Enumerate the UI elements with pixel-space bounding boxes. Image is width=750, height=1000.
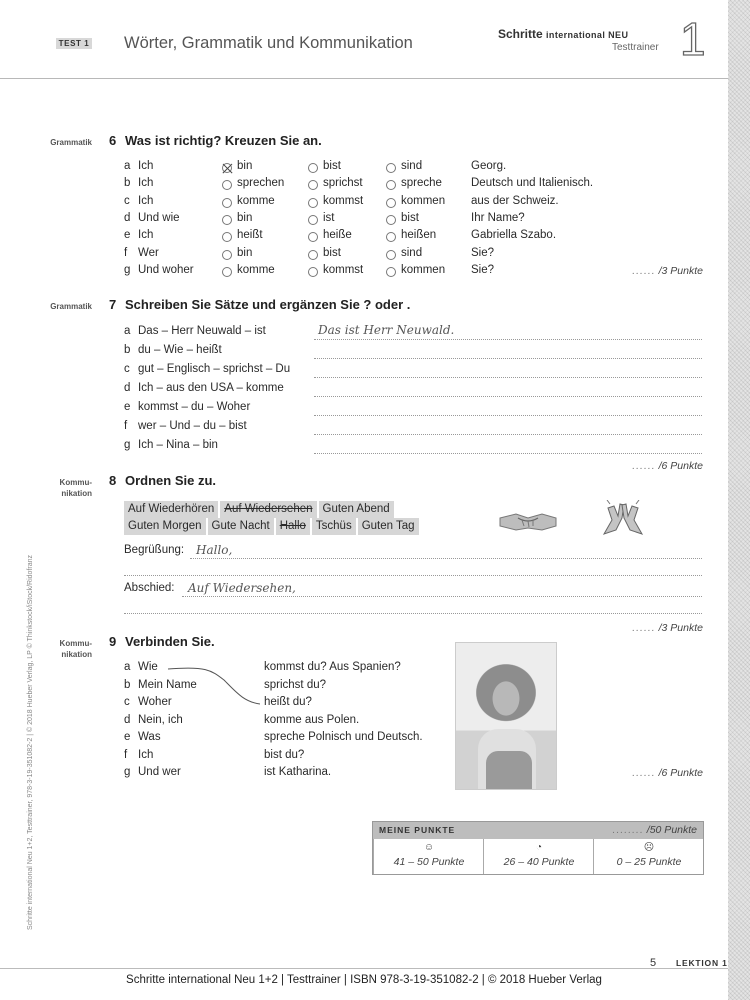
match-right[interactable]: sprichst du? (264, 679, 327, 691)
radio-option[interactable] (222, 215, 232, 225)
row-letter: c (124, 696, 130, 708)
radio-option[interactable] (308, 198, 318, 208)
answer-line[interactable] (314, 415, 702, 416)
row-ending: Ihr Name? (471, 212, 525, 224)
task-title: 6 Was ist richtig? Kreuzen Sie an. (109, 133, 322, 148)
choice-row (124, 177, 624, 193)
lesson-label: LEKTION 1 (676, 958, 728, 968)
row-letter: g (124, 264, 131, 276)
word-chip[interactable]: Guten Tag (358, 518, 419, 535)
option-label: bin (237, 212, 253, 224)
category-label: Grammatik (50, 138, 92, 147)
match-right[interactable]: komme aus Polen. (264, 714, 360, 726)
points-label: ...... /6 Punkte (632, 460, 703, 472)
choice-row (124, 264, 624, 280)
page-number: 5 (650, 957, 657, 969)
match-left-text: Wie (138, 661, 158, 673)
row-letter: e (124, 229, 131, 241)
prompt-text: wer – Und – du – bist (138, 420, 247, 432)
match-left-text: Was (138, 731, 161, 743)
radio-option[interactable] (308, 180, 318, 190)
score-range-mid: ◔ 26 – 40 Punkte (483, 839, 594, 874)
option-label: heißt (237, 229, 263, 241)
prompt-text: gut – Englisch – sprichst – Du (138, 363, 291, 375)
radio-option[interactable] (386, 215, 396, 225)
radio-option[interactable] (386, 267, 396, 277)
word-box-row (124, 516, 421, 535)
row-subject: Und woher (138, 264, 194, 276)
row-letter: a (124, 325, 131, 337)
happy-face-icon: ☺ (423, 842, 435, 853)
radio-option[interactable] (308, 250, 318, 260)
option-label: komme (237, 195, 275, 207)
row-subject: Ich (138, 229, 154, 241)
option-label: bist (323, 160, 341, 172)
match-left[interactable] (124, 749, 153, 761)
row-letter: a (124, 160, 131, 172)
answer-line[interactable] (314, 396, 702, 397)
brand-title: Schritte international NEU (498, 27, 629, 41)
option-label: heiße (323, 229, 352, 241)
sentence-prompt (124, 363, 290, 375)
row-letter: b (124, 344, 131, 356)
lesson-number: 1 (680, 13, 706, 65)
match-right[interactable]: kommst du? Aus Spanien? (264, 661, 401, 673)
radio-option[interactable] (222, 163, 232, 173)
radio-option[interactable] (308, 163, 318, 173)
radio-option[interactable] (308, 267, 318, 277)
sentence-prompt (124, 401, 250, 413)
radio-option[interactable] (222, 232, 232, 242)
radio-option[interactable] (386, 250, 396, 260)
connecting-line (166, 664, 266, 710)
answer-line[interactable] (314, 377, 702, 378)
greeting-answer[interactable]: Hallo, (196, 543, 233, 557)
option-label: sind (401, 160, 423, 172)
match-left-text: Mein Name (138, 679, 197, 691)
radio-option[interactable] (386, 232, 396, 242)
match-left-text: Ich (138, 749, 154, 761)
waving-hands-icon (598, 500, 648, 538)
word-chip[interactable]: Tschüs (312, 518, 356, 535)
score-title: MEINE PUNKTE (379, 825, 456, 835)
greeting-label: Begrüßung: (124, 544, 185, 556)
sentence-prompt (124, 344, 222, 356)
option-label: heißen (401, 229, 437, 241)
option-label: spreche (401, 177, 442, 189)
row-letter: a (124, 661, 131, 673)
task-title: 9 Verbinden Sie. (109, 634, 215, 649)
word-chip[interactable]: Guten Morgen (124, 518, 206, 535)
radio-option[interactable] (386, 198, 396, 208)
row-ending: Deutsch und Italienisch. (471, 177, 594, 189)
word-chip[interactable]: Hallo (276, 518, 310, 535)
points-label: ...... /3 Punkte (632, 265, 703, 277)
row-letter: c (124, 195, 130, 207)
row-letter: e (124, 401, 131, 413)
task-title: 8 Ordnen Sie zu. (109, 473, 217, 488)
row-letter: g (124, 766, 131, 778)
prompt-text: kommst – du – Woher (138, 401, 251, 413)
row-subject: Und wie (138, 212, 180, 224)
row-letter: e (124, 731, 131, 743)
row-ending: Sie? (471, 247, 495, 259)
header-divider (0, 78, 728, 79)
sentence-prompt (124, 439, 218, 451)
row-letter: d (124, 714, 131, 726)
page-title: Wörter, Grammatik und Kommunikation (124, 34, 413, 52)
row-letter: f (124, 420, 128, 432)
radio-option[interactable] (222, 250, 232, 260)
decorative-side-strip (728, 0, 750, 1000)
prompt-text: Ich – aus den USA – komme (138, 382, 284, 394)
score-range-high: ☺ 41 – 50 Punkte (373, 839, 484, 874)
option-label: sind (401, 247, 423, 259)
option-label: kommst (323, 195, 364, 207)
answer-line (182, 596, 702, 597)
option-label: kommen (401, 195, 446, 207)
handshake-icon (498, 504, 558, 538)
radio-option[interactable] (222, 267, 232, 277)
answer-line (190, 558, 702, 559)
option-label: kommen (401, 264, 446, 276)
word-chip[interactable]: Gute Nacht (208, 518, 274, 535)
row-ending: Georg. (471, 160, 507, 172)
match-left[interactable] (124, 661, 158, 673)
word-chip[interactable]: Auf Wiedersehen (220, 501, 316, 518)
prompt-text: Ich – Nina – bin (138, 439, 218, 451)
row-subject: Ich (138, 195, 154, 207)
answer-line[interactable] (314, 339, 702, 340)
answer-line (124, 613, 702, 614)
match-right[interactable]: heißt du? (264, 696, 312, 708)
match-left-text: Nein, ich (138, 714, 183, 726)
match-right[interactable]: bist du? (264, 749, 305, 761)
neutral-face-icon: ◔ (535, 842, 543, 853)
sad-face-icon: ☹ (643, 842, 655, 853)
option-label: sprichst (323, 177, 363, 189)
category-label: Kommu- nikation (59, 478, 92, 498)
radio-option[interactable] (386, 180, 396, 190)
row-letter: f (124, 247, 128, 259)
radio-option[interactable] (386, 163, 396, 173)
farewell-label: Abschied: (124, 582, 175, 594)
farewell-answer[interactable]: Auf Wiedersehen, (188, 581, 296, 595)
row-subject: Ich (138, 177, 154, 189)
sentence-prompt (124, 420, 247, 432)
choice-row (124, 195, 624, 211)
option-label: ist (323, 212, 335, 224)
option-label: kommst (323, 264, 364, 276)
match-right[interactable]: spreche Polnisch und Deutsch. (264, 731, 423, 743)
choice-row (124, 212, 624, 228)
row-subject: Ich (138, 160, 154, 172)
word-chip[interactable]: Auf Wiederhören (124, 501, 218, 518)
choice-row (124, 229, 624, 245)
footer-text: Schritte international Neu 1+2 | Testtrainer | ISBN 978-3-19-351082-2 | © 2018 Hueber Verlag (126, 974, 602, 986)
option-label: komme (237, 264, 275, 276)
word-chip[interactable]: Guten Abend (319, 501, 394, 518)
score-total: ........ /50 Punkte (612, 824, 697, 836)
match-left[interactable] (124, 696, 172, 708)
score-range-low: ☹ 0 – 25 Punkte (593, 839, 704, 874)
match-left-text: Und wer (138, 766, 181, 778)
handwritten-answer: Das ist Herr Neuwald. (318, 323, 455, 337)
answer-line[interactable] (314, 358, 702, 359)
answer-line[interactable] (314, 453, 702, 454)
match-left-text: Woher (138, 696, 172, 708)
match-left[interactable] (124, 714, 183, 726)
sentence-prompt (124, 325, 266, 337)
row-letter: d (124, 382, 131, 394)
row-ending: Sie? (471, 264, 495, 276)
option-label: sprechen (237, 177, 285, 189)
footer-divider (0, 968, 728, 969)
prompt-text: du – Wie – heißt (138, 344, 222, 356)
match-right[interactable]: ist Katharina. (264, 766, 332, 778)
answer-line (124, 575, 702, 576)
row-letter: g (124, 439, 131, 451)
option-label: bist (323, 247, 341, 259)
match-left[interactable] (124, 731, 161, 743)
vertical-copyright: Schritte international Neu 1+2, Testtrainer, 978-3-19-351082-2 | © 2018 Hueber Verlag, LP © Thinkstock/iStock/Ridofranz (27, 555, 34, 930)
row-ending: aus der Schweiz. (471, 195, 559, 207)
score-box (372, 821, 704, 875)
row-letter: b (124, 679, 131, 691)
brand-subtitle: Testtrainer (612, 42, 659, 53)
prompt-text: Das – Herr Neuwald – ist (138, 325, 266, 337)
test-badge: TEST 1 (56, 38, 92, 49)
radio-option[interactable] (308, 232, 318, 242)
row-letter: b (124, 177, 131, 189)
category-label: Kommu- nikation (59, 639, 92, 659)
row-letter: f (124, 749, 128, 761)
row-ending: Gabriella Szabo. (471, 229, 557, 241)
radio-option[interactable] (222, 180, 232, 190)
row-subject: Wer (138, 247, 159, 259)
match-left[interactable] (124, 766, 181, 778)
answer-line[interactable] (314, 434, 702, 435)
category-label: Grammatik (50, 302, 92, 311)
points-label: ...... /3 Punkte (632, 622, 703, 634)
woman-photo (455, 642, 557, 790)
radio-option[interactable] (222, 198, 232, 208)
row-letter: d (124, 212, 131, 224)
points-label: ...... /6 Punkte (632, 767, 703, 779)
task-title: 7 Schreiben Sie Sätze und ergänzen Sie ? oder . (109, 297, 411, 312)
choice-row (124, 247, 624, 263)
option-label: bin (237, 160, 253, 172)
radio-option[interactable] (308, 215, 318, 225)
option-label: bist (401, 212, 419, 224)
option-label: bin (237, 247, 253, 259)
row-letter: c (124, 363, 130, 375)
sentence-prompt (124, 382, 284, 394)
choice-row (124, 160, 624, 176)
